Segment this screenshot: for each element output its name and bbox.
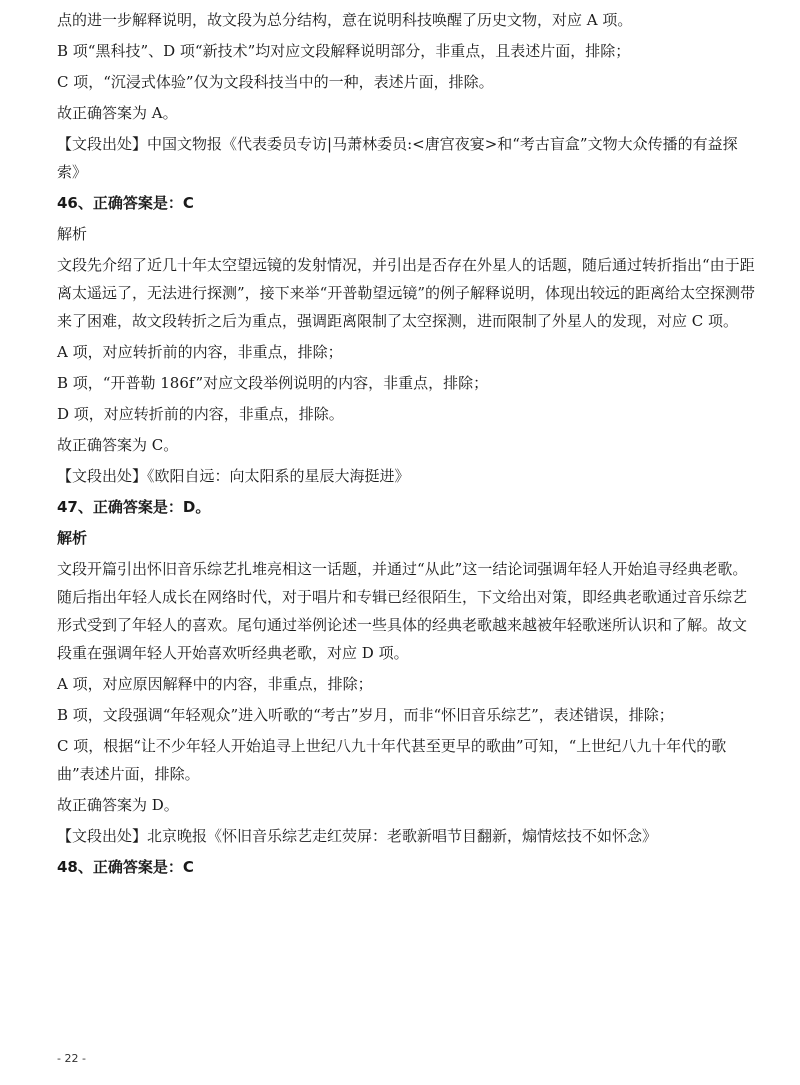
q47-option-c: C 项，根据“让不少年轻人开始追寻上世纪八九十年代甚至更早的歌曲”可知，“上世纪八九十年代的歌曲”表述片面，排除。 [57,737,727,783]
q46-heading: 46、正确答案是：C [57,194,194,212]
q45-option-c: C 项，“沉浸式体验”仅为文段科技当中的一种，表述片面，排除。 [57,73,494,91]
q47-source [57,822,757,850]
q45-answer: 故正确答案为 A。 [57,104,178,122]
q47-answer: 故正确答案为 D。 [57,796,179,814]
q47-heading: 47、正确答案是：D。 [57,498,211,516]
q47-option-b: B 项，文段强调“年轻观众”进入听歌的“考古”岁月，而非“怀旧音乐综艺”，表述错误，排除； [57,706,674,724]
q46-source [57,462,757,490]
q45-source [57,130,757,186]
q46-option-a: A 项，对应转折前的内容，非重点，排除； [57,343,343,361]
q45-summary-line: 点的进一步解释说明，故文段为总分结构，意在说明科技唤醒了历史文物，对应 A 项。 [57,11,633,29]
q46-analysis-label: 解析 [57,225,88,243]
q47-source-tag: 【文段出处】 [57,827,148,845]
q45-option-b-d: B 项“黑科技”、D 项“新技术”均对应文段解释说明部分，非重点，且表述片面，排除； [57,42,631,60]
page-number: - 22 - [57,1052,86,1065]
q46-option-b: B 项，“开普勒 186f”对应文段举例说明的内容，非重点，排除； [57,374,489,392]
q46-source-tag: 【文段出处】 [57,467,148,485]
q48-heading: 48、正确答案是：C [57,858,194,876]
q47-option-a: A 项，对应原因解释中的内容，非重点，排除； [57,675,373,693]
q47-source-text: 北京晚报《怀旧音乐综艺走红荧屏：老歌新唱节目翻新，煽情炫技不如怀念》 [147,827,658,845]
q46-analysis-body: 文段先介绍了近几十年太空望远镜的发射情况，并引出是否存在外星人的话题，随后通过转折指出“由于距离太遥远了，无法进行探测”，接下来举“开普勒望远镜”的例子解释说明，体现出较远的距离给太空探测带来了困难，故文段转折之后为重点，强调距离限制了太空探测，进而限制了外星人的发现，对应 C 项。 [57,256,756,330]
q47-analysis-label: 解析 [57,529,88,547]
q45-source-tag: 【文段出处】 [57,135,148,153]
q46-answer: 故正确答案为 C。 [57,436,179,454]
q46-option-d: D 项，对应转折前的内容，非重点，排除。 [57,405,344,423]
q47-analysis-body: 文段开篇引出怀旧音乐综艺扎堆亮相这一话题，并通过“从此”这一结论词强调年轻人开始追寻经典老歌。随后指出年轻人成长在网络时代，对于唱片和专辑已经很陌生，下文给出对策，即经典老歌通过音乐综艺形式受到了年轻人的喜欢。尾句通过举例论述一些具体的经典老歌越来越被年轻歌迷所认识和了解。故文段重在强调年轻人开始喜欢听经典老歌，对应 D 项。 [57,560,748,662]
answer-explanations-page [57,6,757,884]
q45-source-text: 中国文物报《代表委员专访|马萧林委员:<唐宫夜宴>和“考古盲盒”文物大众传播的有益探索》 [57,135,738,181]
q46-source-text: 《欧阳自远：向太阳系的星辰大海挺进》 [147,467,410,485]
